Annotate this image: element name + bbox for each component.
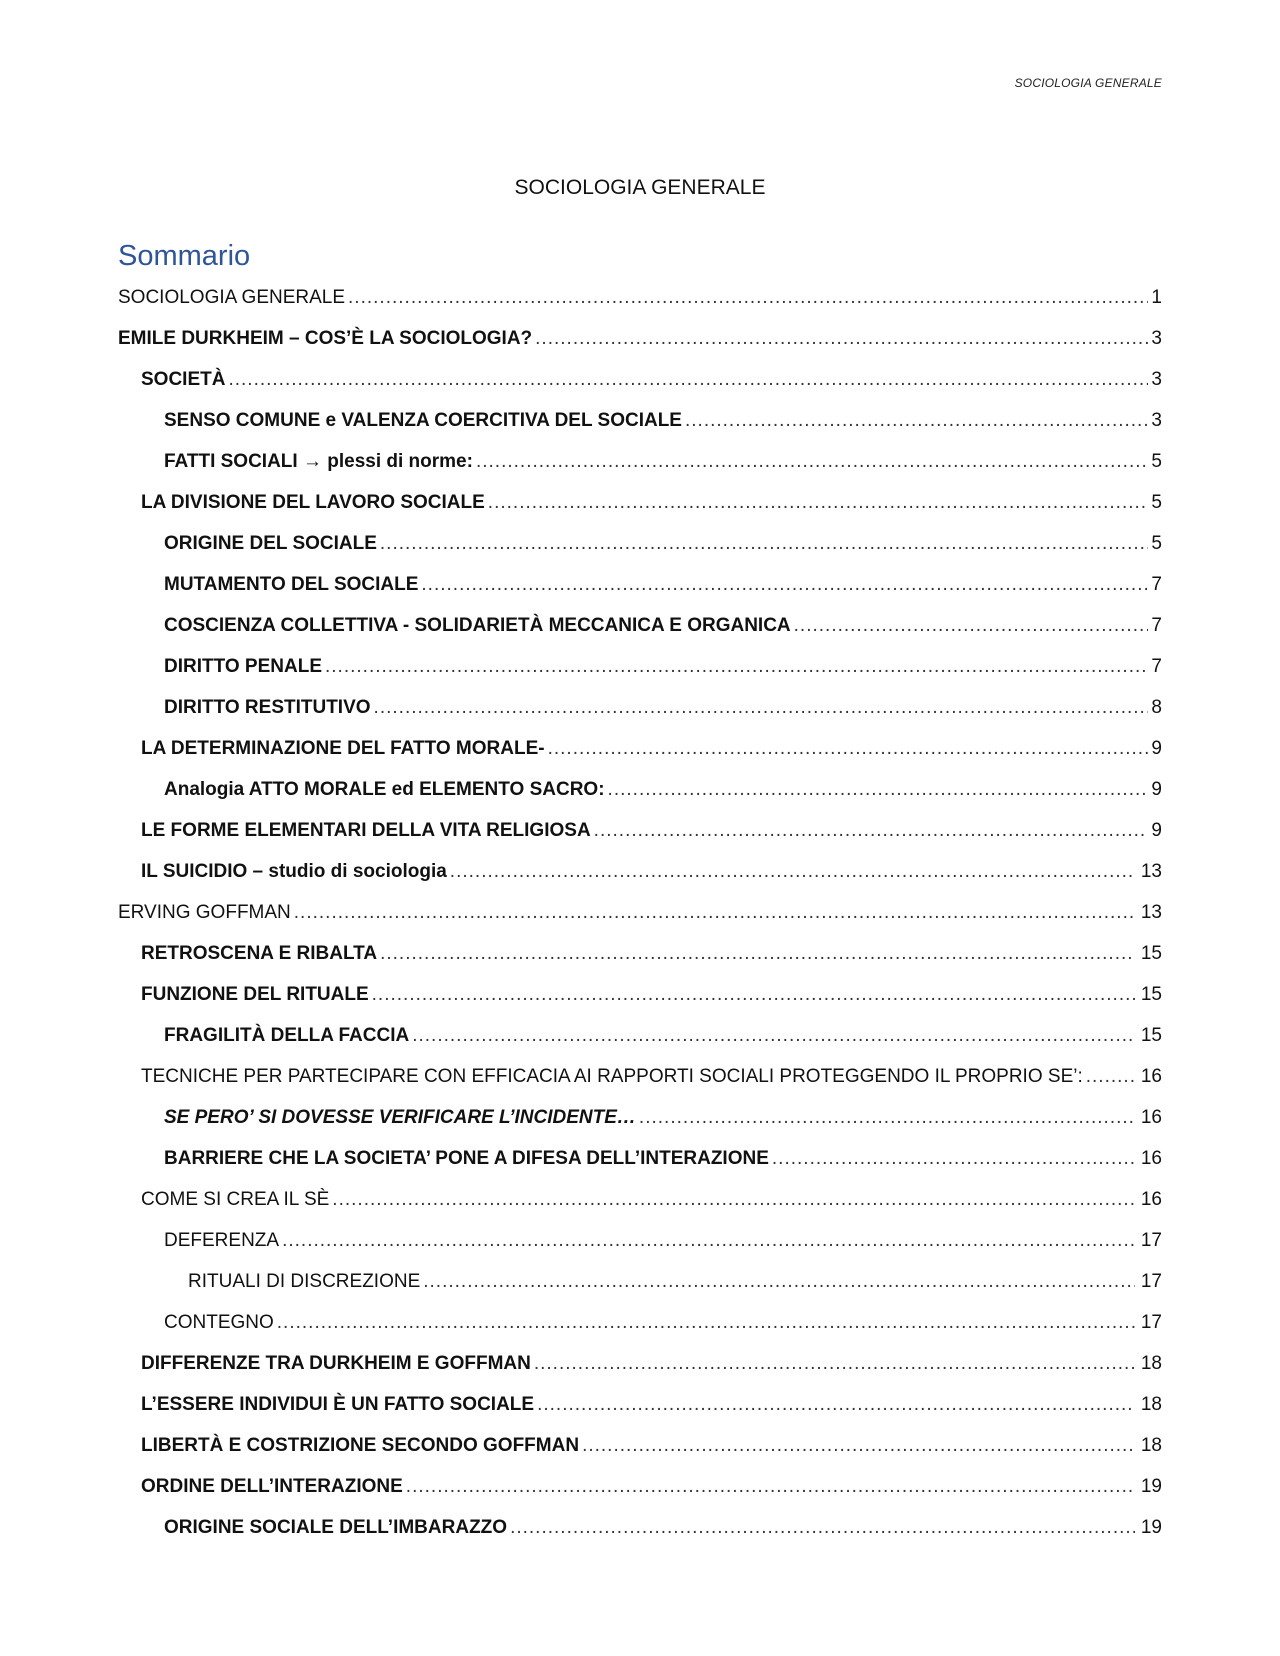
toc-entry-title[interactable]: RITUALI DI DISCREZIONE	[188, 1271, 421, 1292]
toc-dot-leader	[380, 933, 1135, 974]
toc-dot-leader	[325, 646, 1148, 687]
toc-entry[interactable]	[118, 1507, 1162, 1548]
toc-entry[interactable]	[118, 1261, 1162, 1302]
toc-entry[interactable]	[118, 1384, 1162, 1425]
toc-entry[interactable]	[118, 1056, 1162, 1097]
toc-dot-leader	[476, 441, 1148, 482]
toc-page-number[interactable]: 5	[1151, 533, 1162, 554]
toc-entry[interactable]	[118, 441, 1162, 482]
toc-dot-leader	[488, 482, 1149, 523]
toc-page-number[interactable]: 9	[1151, 820, 1162, 841]
toc-dot-leader	[282, 1220, 1135, 1261]
toc-page-number[interactable]: 9	[1151, 779, 1162, 800]
toc-entry-title[interactable]: COSCIENZA COLLETTIVA - SOLIDARIETÀ MECCANICA E ORGANICA	[164, 615, 791, 636]
toc-entry-title[interactable]: LE FORME ELEMENTARI DELLA VITA RELIGIOSA	[141, 820, 591, 841]
toc-entry-title[interactable]: DIRITTO RESTITUTIVO	[164, 697, 371, 718]
running-header: SOCIOLOGIA GENERALE	[1014, 76, 1162, 90]
toc-entry-title[interactable]: DEFERENZA	[164, 1230, 280, 1251]
toc-entry[interactable]	[118, 728, 1162, 769]
toc-entry-title[interactable]: SOCIETÀ	[141, 369, 226, 390]
toc-entry-title[interactable]: MUTAMENTO DEL SOCIALE	[164, 574, 419, 595]
toc-entry[interactable]	[118, 892, 1162, 933]
toc-page-number[interactable]: 1	[1151, 287, 1162, 308]
toc-entry-title[interactable]: RETROSCENA E RIBALTA	[141, 943, 378, 964]
toc-page-number[interactable]: 15	[1140, 943, 1162, 964]
toc-entry[interactable]	[118, 810, 1162, 851]
toc-dot-leader	[582, 1425, 1135, 1466]
toc-entry-title[interactable]: EMILE DURKHEIM – COS’È LA SOCIOLOGIA?	[118, 328, 533, 349]
toc-page-number[interactable]: 9	[1151, 738, 1162, 759]
toc-page-number[interactable]: 16	[1140, 1107, 1162, 1128]
toc-page-number[interactable]: 13	[1140, 861, 1162, 882]
toc-page-number[interactable]: 19	[1140, 1517, 1162, 1538]
toc-dot-leader	[450, 851, 1135, 892]
toc-entry-title[interactable]: DIRITTO PENALE	[164, 656, 322, 677]
toc-entry-title[interactable]: BARRIERE CHE LA SOCIETA’ PONE A DIFESA DELL’INTERAZIONE	[164, 1148, 769, 1169]
toc-page-number[interactable]: 18	[1140, 1435, 1162, 1456]
toc-page-number[interactable]: 7	[1151, 574, 1162, 595]
toc-entry-title[interactable]: LA DIVISIONE DEL LAVORO SOCIALE	[141, 492, 485, 513]
toc-entry[interactable]	[118, 851, 1162, 892]
toc-entry[interactable]	[118, 605, 1162, 646]
toc-entry[interactable]	[118, 482, 1162, 523]
toc-entry[interactable]	[118, 646, 1162, 687]
toc-entry-title[interactable]: SE PERO’ SI DOVESSE VERIFICARE L’INCIDENTE…	[164, 1107, 636, 1128]
toc-entry[interactable]	[118, 1343, 1162, 1384]
toc-dot-leader	[374, 687, 1149, 728]
toc-dot-leader	[794, 605, 1149, 646]
toc-entry[interactable]	[118, 277, 1162, 318]
toc-entry[interactable]	[118, 1425, 1162, 1466]
toc-page-number[interactable]: 16	[1140, 1148, 1162, 1169]
toc-entry-title[interactable]: ORIGINE SOCIALE DELL’IMBARAZZO	[164, 1517, 508, 1538]
toc-dot-leader	[548, 728, 1149, 769]
toc-dot-leader	[772, 1138, 1135, 1179]
toc-entry[interactable]	[118, 1179, 1162, 1220]
toc-dot-leader	[685, 400, 1148, 441]
toc-entry[interactable]	[118, 1097, 1162, 1138]
toc-dot-leader	[608, 769, 1149, 810]
toc-entry[interactable]	[118, 933, 1162, 974]
toc-page-number[interactable]: 18	[1140, 1353, 1162, 1374]
toc-dot-leader	[534, 1343, 1135, 1384]
toc-entry-title[interactable]: LA DETERMINAZIONE DEL FATTO MORALE-	[141, 738, 545, 759]
toc-dot-leader	[510, 1507, 1135, 1548]
toc-dot-leader	[639, 1097, 1135, 1138]
toc-entry-title[interactable]: CONTEGNO	[164, 1312, 274, 1333]
toc-dot-leader	[423, 1261, 1135, 1302]
toc-entry[interactable]	[118, 974, 1162, 1015]
toc-page-number[interactable]: 7	[1151, 656, 1162, 677]
toc-dot-leader	[348, 277, 1148, 318]
toc-entry[interactable]	[118, 523, 1162, 564]
toc-entry-title[interactable]: ORIGINE DEL SOCIALE	[164, 533, 377, 554]
toc-page-number[interactable]: 15	[1140, 984, 1162, 1005]
toc-page-number[interactable]: 15	[1140, 1025, 1162, 1046]
toc-heading: Sommario	[118, 240, 251, 272]
toc-entry-title[interactable]: L’ESSERE INDIVIDUI È UN FATTO SOCIALE	[141, 1394, 535, 1415]
toc-entry-title[interactable]: ERVING GOFFMAN	[118, 902, 291, 923]
toc-entry[interactable]	[118, 1138, 1162, 1179]
toc-dot-leader	[1086, 1056, 1135, 1097]
toc-entry[interactable]	[118, 687, 1162, 728]
toc-entry-title[interactable]: FRAGILITÀ DELLA FACCIA	[164, 1025, 410, 1046]
toc-dot-leader	[537, 1384, 1135, 1425]
toc-dot-leader	[277, 1302, 1135, 1343]
toc-entry[interactable]	[118, 1220, 1162, 1261]
document-title: SOCIOLOGIA GENERALE	[514, 176, 766, 199]
toc-dot-leader	[294, 892, 1135, 933]
toc-page-number[interactable]: 13	[1140, 902, 1162, 923]
toc-page-number[interactable]: 17	[1140, 1312, 1162, 1333]
toc-entry-title[interactable]: SENSO COMUNE e VALENZA COERCITIVA DEL SOCIALE	[164, 410, 682, 431]
toc-entry[interactable]	[118, 400, 1162, 441]
toc-entry-title[interactable]: Analogia ATTO MORALE ed ELEMENTO SACRO:	[164, 779, 605, 800]
toc-entry-title[interactable]: COME SI CREA IL SÈ	[141, 1189, 330, 1210]
toc-page-number[interactable]: 18	[1140, 1394, 1162, 1415]
toc-page-number[interactable]: 17	[1140, 1230, 1162, 1251]
toc-entry[interactable]	[118, 1015, 1162, 1056]
toc-dot-leader	[372, 974, 1135, 1015]
toc-entry-title[interactable]: ORDINE DELL’INTERAZIONE	[141, 1476, 403, 1497]
toc-page-number[interactable]: 8	[1151, 697, 1162, 718]
toc-entry-title[interactable]: TECNICHE PER PARTECIPARE CON EFFICACIA AI RAPPORTI SOCIALI PROTEGGENDO IL PROPRIO SE’:	[141, 1066, 1083, 1087]
table-of-contents	[118, 277, 1162, 1548]
toc-entry[interactable]	[118, 769, 1162, 810]
toc-entry-title[interactable]: SOCIOLOGIA GENERALE	[118, 287, 346, 308]
toc-page-number[interactable]: 3	[1151, 328, 1162, 349]
toc-page-number[interactable]: 16	[1140, 1189, 1162, 1210]
toc-entry-title[interactable]: DIFFERENZE TRA DURKHEIM E GOFFMAN	[141, 1353, 531, 1374]
toc-dot-leader	[380, 523, 1149, 564]
toc-page-number[interactable]: 3	[1151, 410, 1162, 431]
toc-entry-title[interactable]: LIBERTÀ E COSTRIZIONE SECONDO GOFFMAN	[141, 1435, 580, 1456]
toc-page-number[interactable]: 19	[1140, 1476, 1162, 1497]
toc-dot-leader	[421, 564, 1148, 605]
toc-page-number[interactable]: 7	[1151, 615, 1162, 636]
toc-dot-leader	[535, 318, 1148, 359]
toc-dot-leader	[412, 1015, 1135, 1056]
toc-entry-title[interactable]: IL SUICIDIO – studio di sociologia	[141, 861, 447, 882]
toc-page-number[interactable]: 16	[1140, 1066, 1162, 1087]
toc-entry-title[interactable]: FATTI SOCIALI → plessi di norme:	[164, 451, 473, 472]
toc-dot-leader	[594, 810, 1149, 851]
toc-entry[interactable]	[118, 318, 1162, 359]
toc-page-number[interactable]: 17	[1140, 1271, 1162, 1292]
toc-dot-leader	[406, 1466, 1135, 1507]
toc-dot-leader	[332, 1179, 1135, 1220]
toc-dot-leader	[228, 359, 1148, 400]
toc-page-number[interactable]: 5	[1151, 492, 1162, 513]
toc-page-number[interactable]: 3	[1151, 369, 1162, 390]
toc-entry[interactable]	[118, 359, 1162, 400]
toc-entry-title[interactable]: FUNZIONE DEL RITUALE	[141, 984, 369, 1005]
toc-entry[interactable]	[118, 1302, 1162, 1343]
toc-page-number[interactable]: 5	[1151, 451, 1162, 472]
toc-entry[interactable]	[118, 1466, 1162, 1507]
toc-entry[interactable]	[118, 564, 1162, 605]
